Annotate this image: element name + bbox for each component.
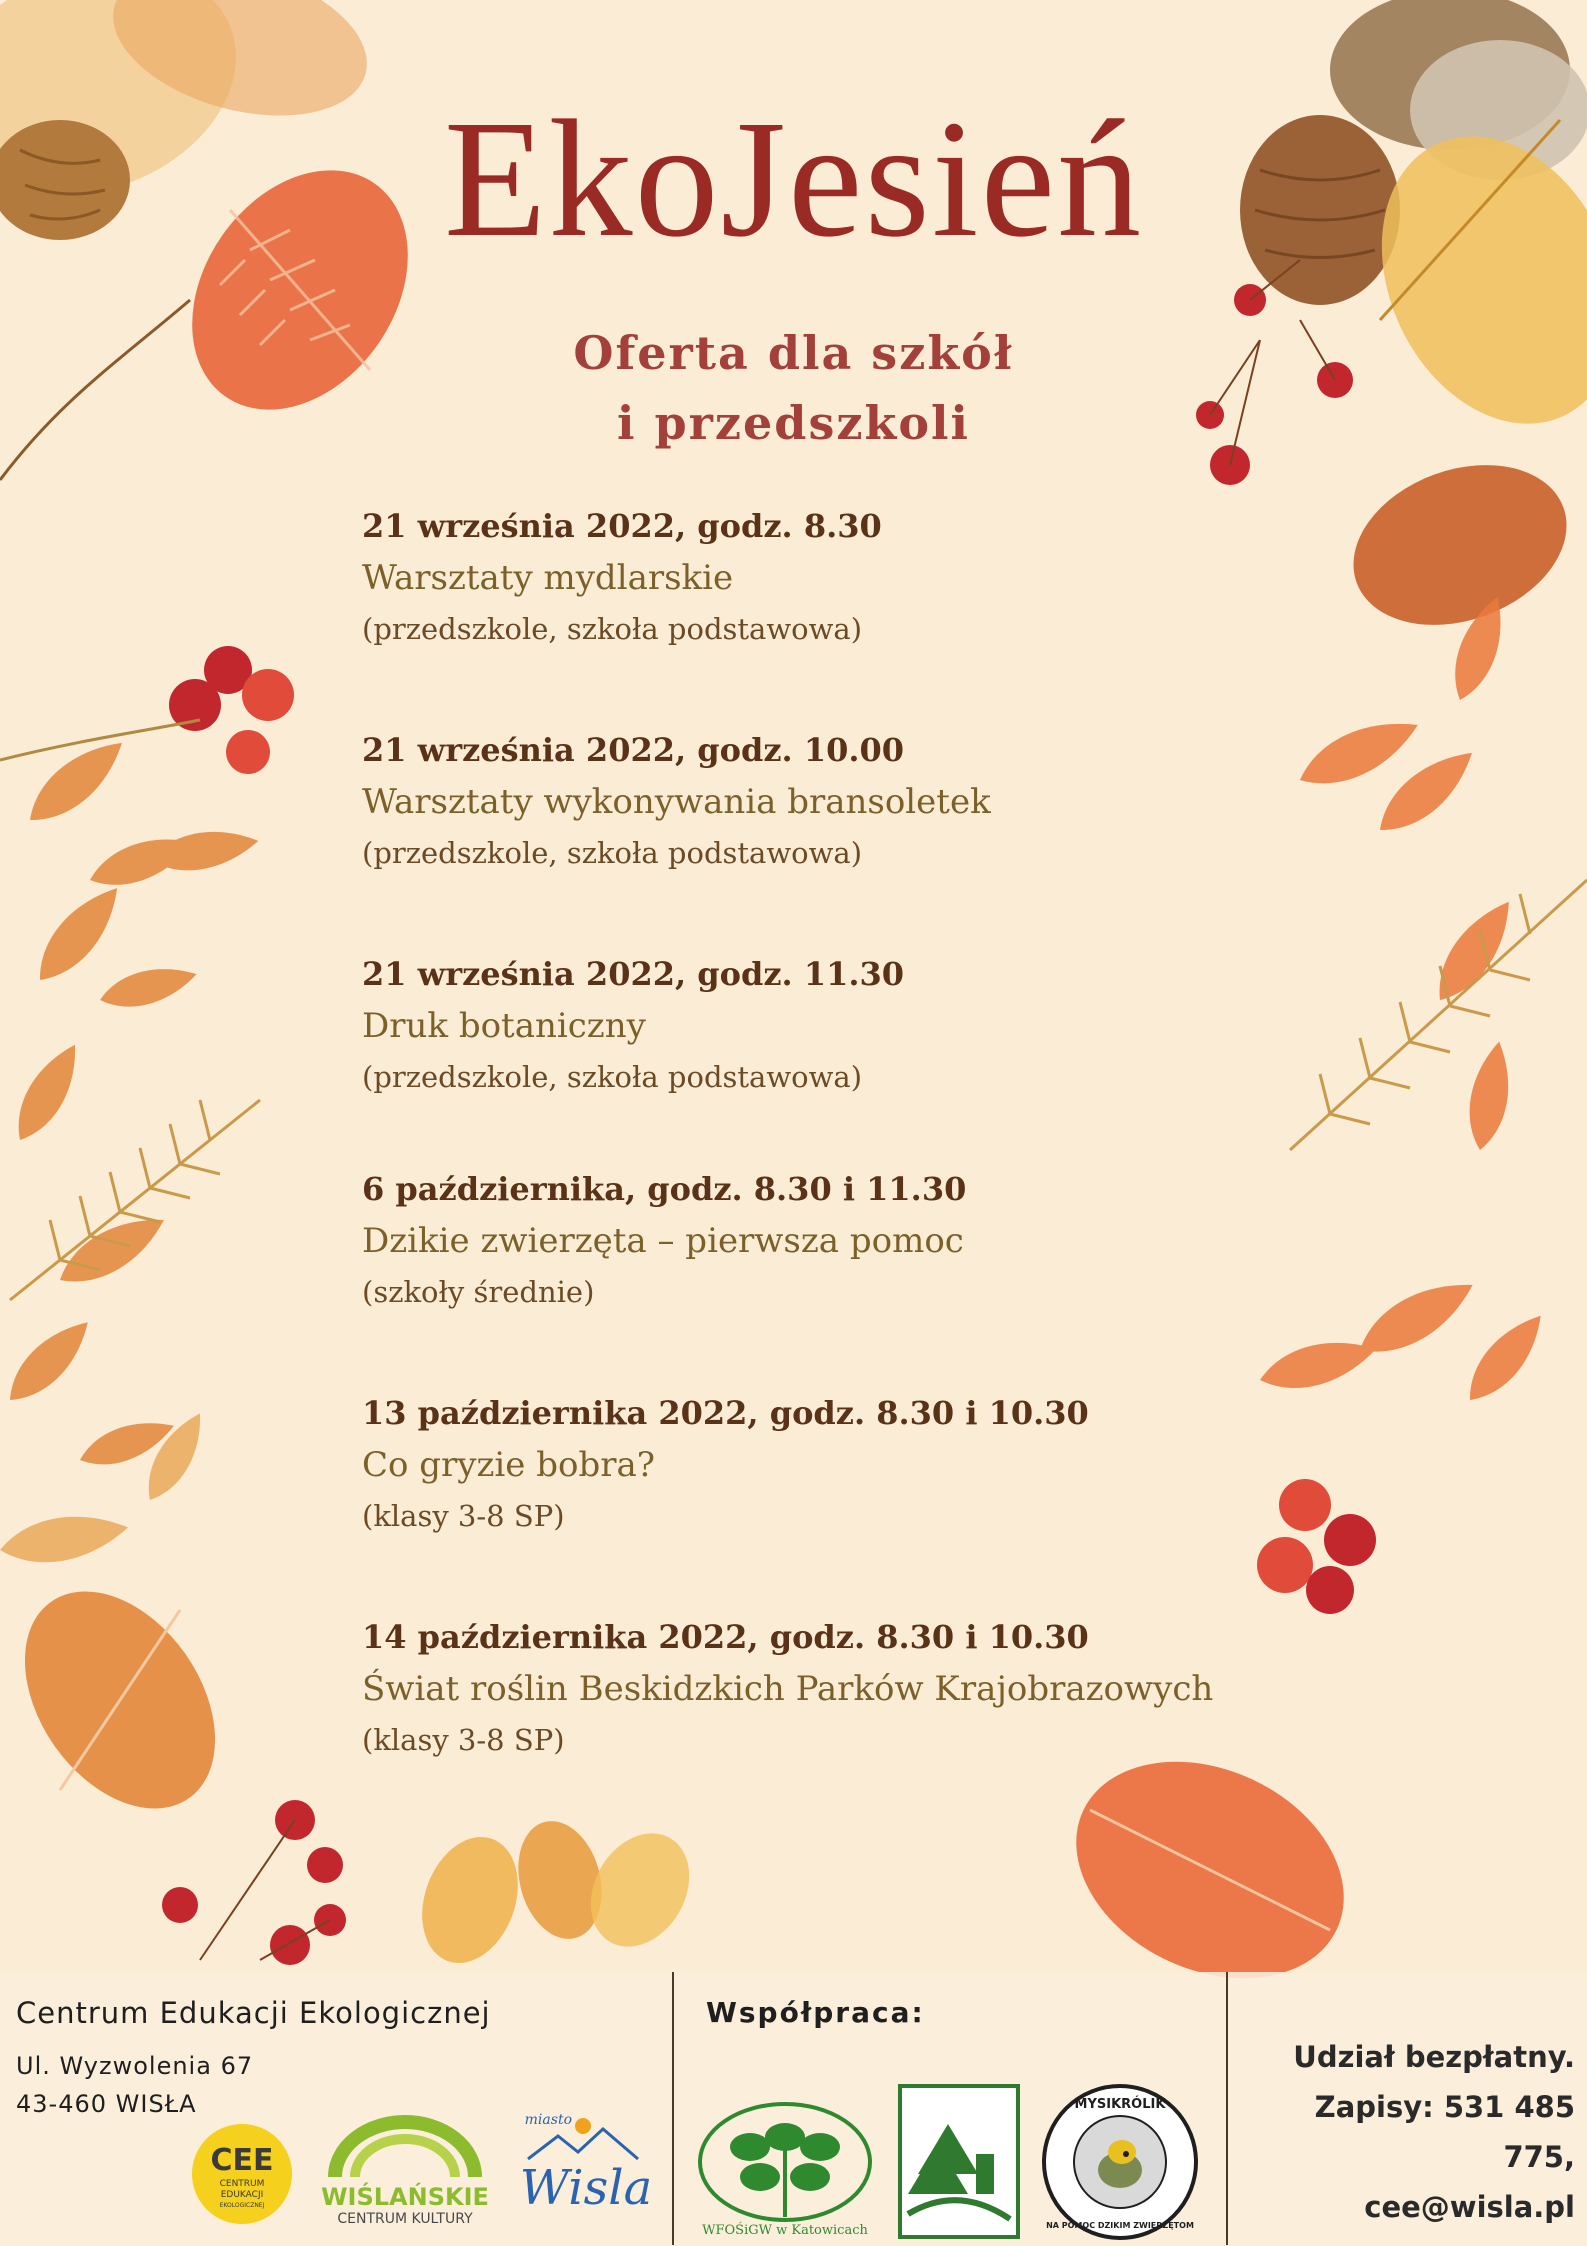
miasto-wisla-logo bbox=[508, 2104, 658, 2224]
info-email: cee@wisla.pl bbox=[1364, 2190, 1575, 2224]
event-date: 13 października 2022, godz. 8.30 i 10.30 bbox=[362, 1394, 1089, 1432]
event-date: 21 września 2022, godz. 10.00 bbox=[362, 731, 905, 769]
event-audience: (przedszkole, szkoła podstawowa) bbox=[362, 1060, 863, 1094]
miasto-logo-label: miasto bbox=[524, 2112, 572, 2128]
wislanskie-logo-subtext: CENTRUM KULTURY bbox=[337, 2211, 473, 2227]
left-side-leaves bbox=[0, 646, 294, 1844]
poster-subtitle bbox=[0, 318, 1587, 458]
event-title: Warsztaty wykonywania bransoletek bbox=[362, 782, 991, 822]
wfosigw-logo-text: WFOŚiGW w Katowicach bbox=[702, 2223, 868, 2237]
subtitle-line-1: Oferta dla szkół bbox=[573, 326, 1014, 380]
event-title: Warsztaty mydlarskie bbox=[362, 558, 734, 598]
mysikrolik-logo-bottom-text: NA POMOC DZIKIM ZWIERZĘTOM bbox=[1046, 2221, 1194, 2230]
info-phone: Zapisy: 531 485 775, bbox=[1314, 2090, 1575, 2174]
footer bbox=[0, 1972, 1587, 2245]
info-free: Udział bezpłatny. bbox=[1293, 2040, 1575, 2074]
event-item bbox=[362, 1390, 1362, 1614]
event-title: Co gryzie bobra? bbox=[362, 1445, 655, 1485]
event-audience: (przedszkole, szkoła podstawowa) bbox=[362, 836, 863, 870]
cee-logo-line3: EKOLOGICZNEJ bbox=[219, 2202, 265, 2209]
event-item bbox=[362, 1166, 1362, 1390]
event-audience: (klasy 3-8 SP) bbox=[362, 1723, 565, 1757]
organizer-city: 43-460 WISŁA bbox=[16, 2090, 197, 2118]
event-date: 14 października 2022, godz. 8.30 i 10.30 bbox=[362, 1618, 1089, 1656]
event-audience: (klasy 3-8 SP) bbox=[362, 1499, 565, 1533]
event-date: 21 września 2022, godz. 8.30 bbox=[362, 507, 882, 545]
event-item bbox=[362, 951, 1362, 1166]
event-title: Dzikie zwierzęta – pierwsza pomoc bbox=[362, 1221, 964, 1261]
organizer-street: Ul. Wyzwolenia 67 bbox=[16, 2052, 254, 2080]
cee-logo-line2: EDUKACJI bbox=[220, 2190, 264, 2200]
mysikrolik-logo bbox=[1040, 2082, 1200, 2242]
event-audience: (przedszkole, szkoła podstawowa) bbox=[362, 612, 863, 646]
subtitle-line-2: i przedszkoli bbox=[617, 396, 970, 450]
event-title: Druk botaniczny bbox=[362, 1006, 646, 1046]
cee-logo-line1: CENTRUM bbox=[219, 2179, 265, 2189]
events-list bbox=[362, 503, 1362, 1838]
wislanskie-centrum-kultury-logo bbox=[320, 2107, 490, 2227]
event-audience: (szkoły średnie) bbox=[362, 1275, 595, 1309]
wislanskie-logo-text: WIŚLAŃSKIE bbox=[321, 2183, 489, 2211]
event-date: 21 września 2022, godz. 11.30 bbox=[362, 955, 905, 993]
event-title: Świat roślin Beskidzkich Parków Krajobrazowych bbox=[362, 1669, 1214, 1709]
beskidzkie-parki-logo bbox=[898, 2084, 1020, 2239]
event-item bbox=[362, 727, 1362, 951]
mysikrolik-logo-top-text: MYSIKRÓLIK bbox=[1074, 2097, 1166, 2112]
footer-divider bbox=[672, 1972, 674, 2245]
event-date: 6 października, godz. 8.30 i 11.30 bbox=[362, 1170, 967, 1208]
event-item bbox=[362, 1614, 1362, 1838]
cee-logo-text: CEE bbox=[210, 2143, 274, 2178]
participation-info bbox=[1235, 2032, 1575, 2232]
organizer-name: Centrum Edukacji Ekologicznej bbox=[16, 1996, 491, 2030]
poster-title: EkoJesień bbox=[443, 86, 1144, 272]
cee-logo bbox=[190, 2122, 295, 2227]
footer-divider bbox=[1226, 1972, 1228, 2245]
miasto-logo-name: Wisla bbox=[519, 2160, 653, 2216]
wfosigw-logo bbox=[690, 2092, 880, 2237]
cooperation-label: Współpraca: bbox=[706, 1996, 925, 2029]
event-item bbox=[362, 503, 1362, 727]
